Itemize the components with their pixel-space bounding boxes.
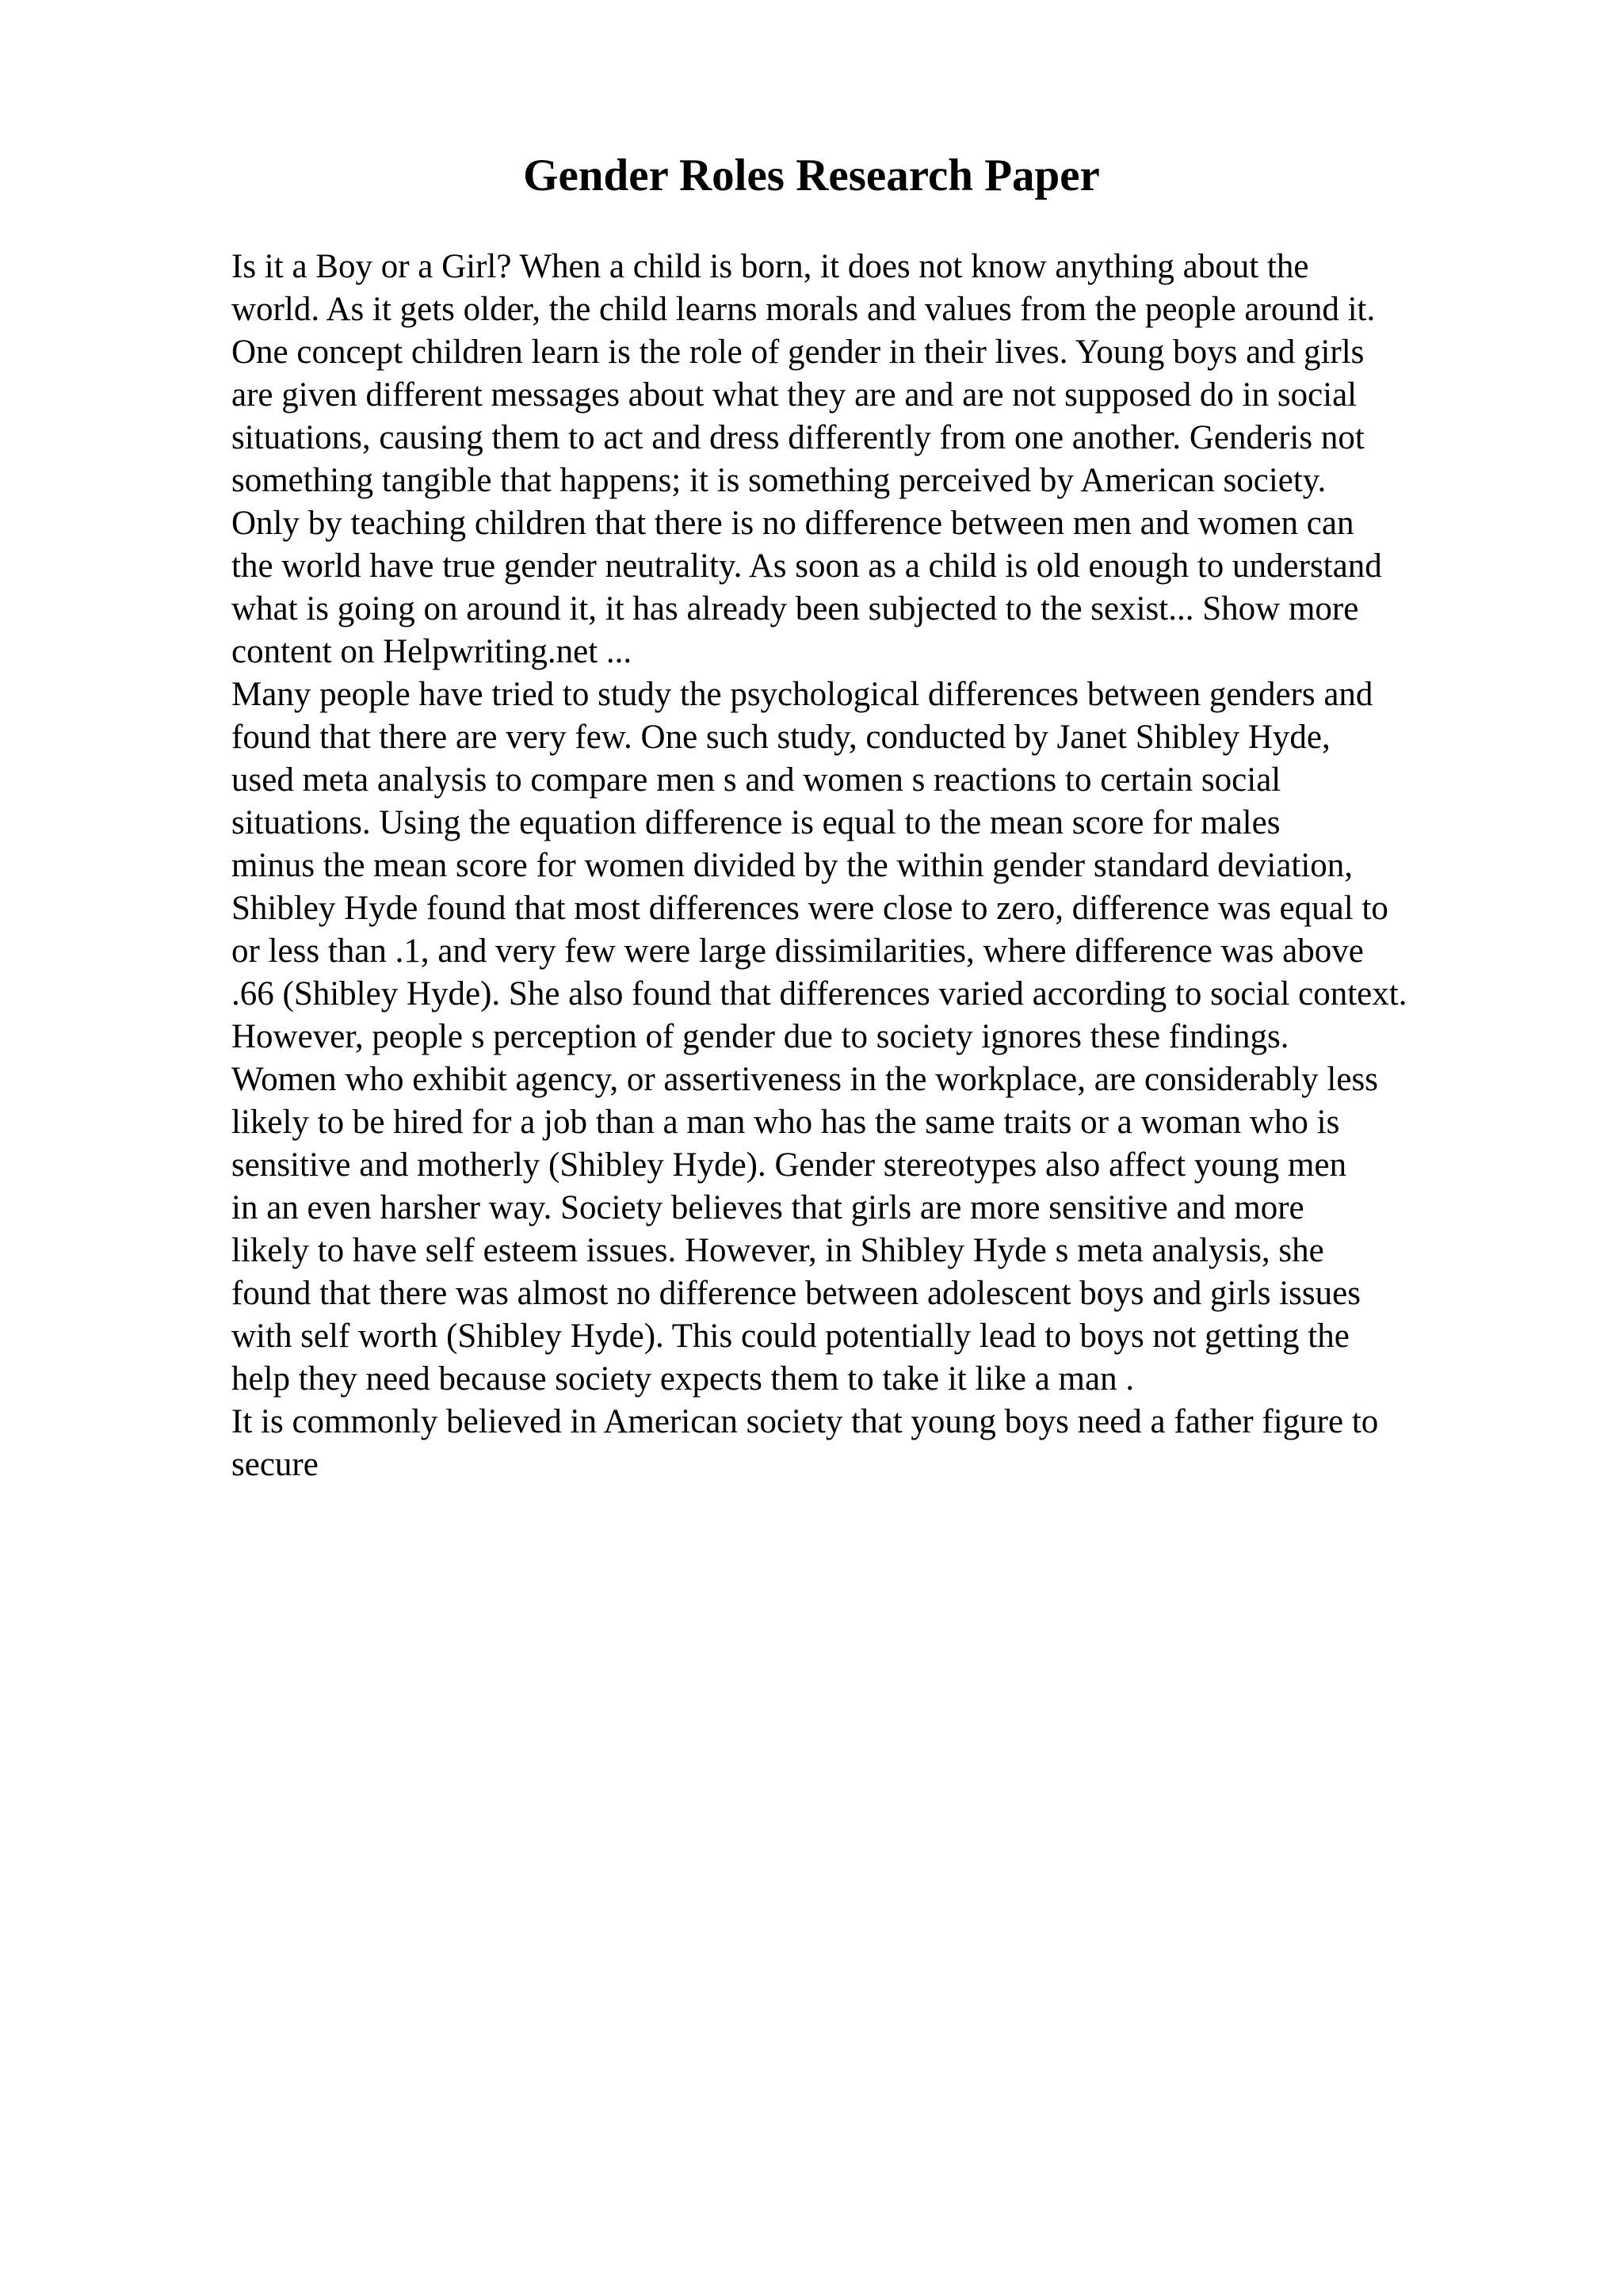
text-line: found that there are very few. One such study, conducted by Janet Shibley Hyde, [231,719,1331,756]
text-line: world. As it gets older, the child learns morals and values from the people around it. [231,291,1376,328]
text-line: minus the mean score for women divided by the within gender standard deviation, [231,847,1354,884]
text-line: secure [231,1446,319,1483]
text-line: However, people s perception of gender due to society ignores these findings. [231,1018,1289,1055]
text-line: or less than .1, and very few were large dissimilarities, where difference was above [231,933,1364,970]
text-line: content on Helpwriting.net ... [231,633,632,670]
text-line: something tangible that happens; it is something perceived by American society. [231,462,1327,499]
text-line: Only by teaching children that there is no difference between men and women can [231,505,1354,542]
text-line: It is commonly believed in American society that young boys need a father figure to [231,1403,1379,1440]
body-text [231,246,1531,1486]
text-line: are given different messages about what they are and are not supposed do in social [231,376,1358,414]
text-line: likely to be hired for a job than a man who has the same traits or a woman who is [231,1104,1340,1141]
text-line: with self worth (Shibley Hyde). This could potentially lead to boys not getting the [231,1318,1350,1355]
text-line: the world have true gender neutrality. As soon as a child is old enough to understand [231,547,1382,585]
text-line: likely to have self esteem issues. However, in Shibley Hyde s meta analysis, she [231,1232,1324,1269]
text-line: Women who exhibit agency, or assertiveness in the workplace, are considerably less [231,1061,1378,1098]
text-line: Many people have tried to study the psychological differences between genders and [231,676,1373,713]
text-line: situations, causing them to act and dress differently from one another. Genderis not [231,419,1365,456]
text-line: help they need because society expects them to take it like a man . [231,1360,1135,1398]
text-line: situations. Using the equation difference is equal to the mean score for males [231,804,1281,841]
text-line: what is going on around it, it has already been subjected to the sexist... Show more [231,590,1359,627]
text-line: used meta analysis to compare men s and women s reactions to certain social [231,761,1281,799]
text-line: Is it a Boy or a Girl? When a child is born, it does not know anything about the [231,248,1309,285]
page-title: Gender Roles Research Paper [523,151,1100,200]
text-line: One concept children learn is the role of gender in their lives. Young boys and girls [231,334,1365,371]
text-line: Shibley Hyde found that most differences were close to zero, difference was equal to [231,890,1388,927]
text-line: in an even harsher way. Society believes that girls are more sensitive and more [231,1189,1304,1226]
text-line: found that there was almost no difference between adolescent boys and girls issues [231,1275,1361,1312]
text-line: sensitive and motherly (Shibley Hyde). Gender stereotypes also affect young men [231,1146,1347,1184]
text-line: .66 (Shibley Hyde). She also found that differences varied according to social context. [231,975,1407,1013]
